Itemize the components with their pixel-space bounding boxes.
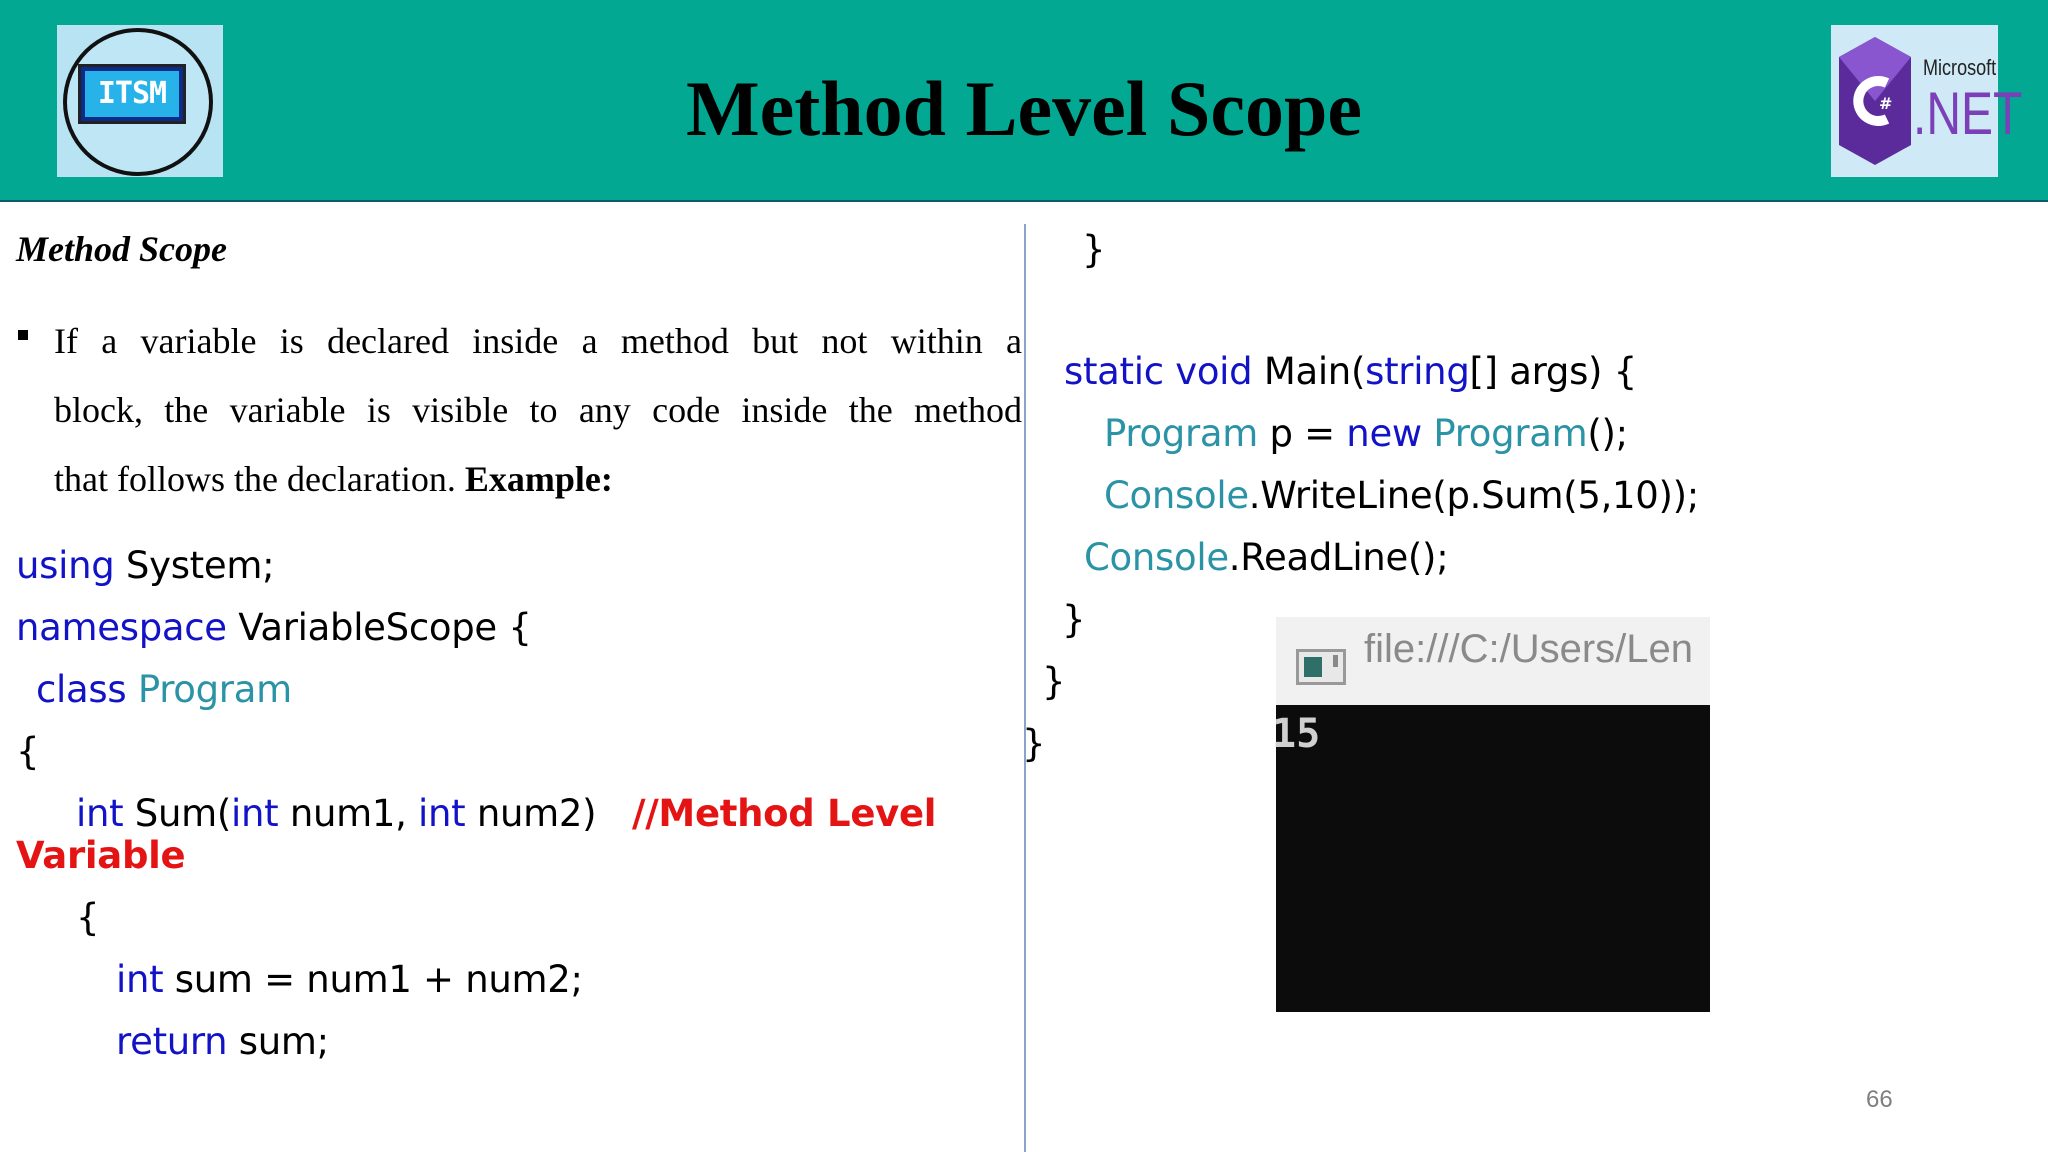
section-subtitle: Method Scope xyxy=(16,229,227,269)
csharp-icon xyxy=(1835,33,1915,169)
example-label: Example: xyxy=(464,459,613,499)
bullet-line-1: If a variable is declared inside a method but not within a xyxy=(54,321,1022,361)
code-line-using: using System; xyxy=(16,544,275,587)
dotnet-label: .NET xyxy=(1913,80,2023,147)
svg-text:#: # xyxy=(1879,94,1893,113)
code-comment-variable: Variable xyxy=(16,834,186,877)
code-line-method-brace: { xyxy=(76,896,100,939)
code-line-namespace: namespace VariableScope { xyxy=(16,606,532,649)
console-output-text: 15 xyxy=(1272,711,1321,757)
console-screen xyxy=(1272,705,1710,1012)
console-title-bar xyxy=(1276,617,1710,705)
slide-title: Method Level Scope xyxy=(686,65,1362,152)
console-window-icon xyxy=(1296,649,1346,685)
bullet-square-icon xyxy=(18,330,28,340)
code-line-open-brace: { xyxy=(16,730,40,773)
code-line-writeline: Console.WriteLine(p.Sum(5,10)); xyxy=(1104,474,1699,517)
code-line-readline: Console.ReadLine(); xyxy=(1084,536,1449,579)
code-line-int-sum: int sum = num1 + num2; xyxy=(116,958,583,1001)
code-line-close-brace-1: } xyxy=(1082,228,1106,271)
csharp-dotnet-logo xyxy=(1831,25,2023,177)
code-line-new-program: Program p = new Program(); xyxy=(1104,412,1628,455)
bullet-line-3 xyxy=(54,458,1022,500)
code-line-close-brace-namespace: } xyxy=(1022,722,1046,765)
microsoft-label: Microsoft xyxy=(1923,55,1997,80)
code-comment-method-level: //Method Level xyxy=(632,792,937,835)
bullet-line-2: block, the variable is visible to any code inside the method xyxy=(54,390,1022,430)
console-title-path: file:///C:/Users/Len xyxy=(1364,627,1694,671)
code-line-return: return sum; xyxy=(116,1020,329,1063)
code-line-close-brace-class: } xyxy=(1042,660,1066,703)
code-line-class: class Program xyxy=(36,668,292,711)
code-line-close-brace-main: } xyxy=(1062,598,1086,641)
console-output-window xyxy=(1272,617,1710,1012)
itsm-logo-text: ITSM xyxy=(81,67,183,121)
page-number: 66 xyxy=(1866,1086,1893,1113)
column-divider xyxy=(1024,224,1026,1152)
bullet-line-3-text: that follows the declaration. xyxy=(54,459,456,499)
code-line-main: static void Main(string[] args) { xyxy=(1064,350,1637,393)
slide-header xyxy=(0,0,2048,202)
code-line-sum-signature: int Sum(int num1, int num2) xyxy=(76,792,597,835)
